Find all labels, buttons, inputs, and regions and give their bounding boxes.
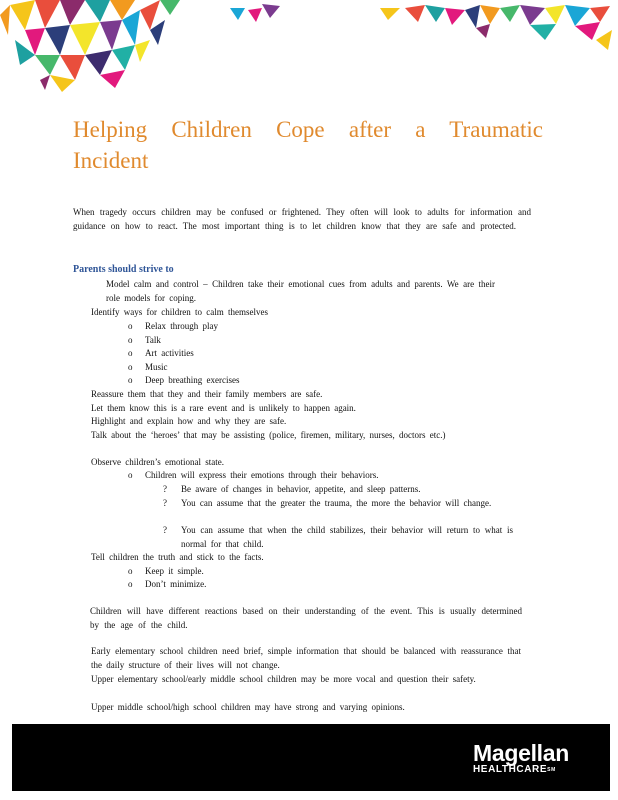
list-item: Observe children’s emotional state. <box>91 457 224 467</box>
list-item: Music <box>145 362 168 372</box>
list-item: Model calm and control – Children take their emotional cues from adults and parents. We are their role models for coping. <box>106 279 495 303</box>
logo-sub-text: HEALTHCARE <box>472 764 548 775</box>
list-item: Children will express their emotions through their behaviors. <box>145 470 379 480</box>
section-heading: Parents should strive to <box>73 264 174 275</box>
bullet-icon: o <box>128 362 133 372</box>
bullet-icon: o <box>128 375 133 385</box>
list-item: Highlight and explain how and why they are safe. <box>91 416 287 426</box>
list-item: Be aware of changes in behavior, appetite, and sleep patterns. <box>181 484 421 494</box>
list-item: Reassure them that they and their family members are safe. <box>91 389 323 399</box>
list-item: Art activities <box>145 348 194 358</box>
bullet-icon: o <box>128 566 133 576</box>
age-paragraph: Children will have different reactions based on their understanding of the event. This is usually determined by the age of the child. <box>90 606 522 630</box>
intro-paragraph: When tragedy occurs children may be confused or frightened. They often will look to adults for information and guidance on how to react. The most important thing is to let children know that they are safe and protected. <box>73 207 531 231</box>
list-item: Early elementary school children need brief, simple information that should be balanced with reassurance that the daily structure of their lives will not change. <box>91 646 521 670</box>
logo-name: Magellan <box>472 740 569 766</box>
bullet-icon: o <box>128 321 133 331</box>
decorative-triangles <box>0 0 618 95</box>
list-item: Deep breathing exercises <box>145 375 240 385</box>
list-item: You can assume that the greater the trauma, the more the behavior will change. <box>181 498 492 508</box>
bullet-icon: o <box>128 348 133 358</box>
footer-bar <box>12 724 610 791</box>
list-item: Upper middle school/high school children may have strong and varying opinions. <box>91 702 405 712</box>
list-item: Talk about the ‘heroes’ that may be assisting (police, firemen, military, nurses, doctors etc.) <box>91 430 446 440</box>
bullet-icon: o <box>128 335 133 345</box>
bullet-icon: ? <box>163 498 167 508</box>
list-item: Identify ways for children to calm themselves <box>91 307 268 317</box>
list-item: You can assume that when the child stabilizes, their behavior will return to what is normal for that child. <box>181 525 513 549</box>
list-item: Don’t minimize. <box>145 579 207 589</box>
bullet-icon: ? <box>163 525 167 535</box>
page-title: Helping Children Cope after a Traumatic Incident <box>73 117 543 173</box>
list-item: Upper elementary school/early middle school children may be more vocal and question their safety. <box>91 674 476 684</box>
list-item: Keep it simple. <box>145 566 204 576</box>
bullet-icon: ? <box>163 484 167 494</box>
magellan-logo <box>473 742 569 776</box>
logo-sub <box>473 764 569 776</box>
bullet-icon: o <box>128 579 133 589</box>
bullet-icon: o <box>128 470 133 480</box>
list-item: Let them know this is a rare event and is unlikely to happen again. <box>91 403 356 413</box>
list-item: Talk <box>145 335 161 345</box>
list-item: Tell children the truth and stick to the facts. <box>91 552 264 562</box>
logo-service-mark: SM <box>547 767 556 773</box>
list-item: Relax through play <box>145 321 218 331</box>
